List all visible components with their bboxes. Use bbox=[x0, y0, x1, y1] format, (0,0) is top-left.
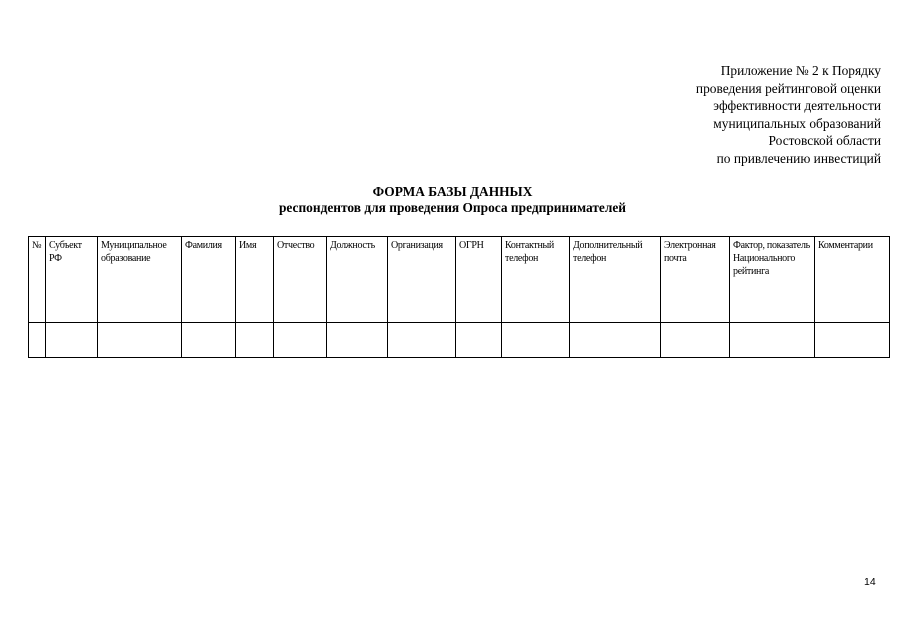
column-header-organization: Организация bbox=[388, 237, 456, 323]
form-title bbox=[0, 184, 905, 216]
appendix-line: эффективности деятельности bbox=[713, 98, 881, 114]
appendix-line: муниципальных образований bbox=[713, 115, 881, 131]
table-header-row bbox=[29, 237, 890, 323]
table-cell bbox=[815, 323, 890, 358]
table-cell bbox=[46, 323, 98, 358]
table-cell bbox=[661, 323, 730, 358]
table-cell bbox=[274, 323, 327, 358]
table-cell bbox=[29, 323, 46, 358]
column-header-municipality: Муниципальное образование bbox=[98, 237, 182, 323]
column-header-position: Должность bbox=[327, 237, 388, 323]
appendix-line: Ростовской области bbox=[768, 133, 881, 149]
column-header-email: Электронная почта bbox=[661, 237, 730, 323]
column-header-comments: Комментарии bbox=[815, 237, 890, 323]
column-header-patronymic: Отчество bbox=[274, 237, 327, 323]
table-cell bbox=[327, 323, 388, 358]
table-cell bbox=[98, 323, 182, 358]
table-cell bbox=[456, 323, 502, 358]
table-row bbox=[29, 323, 890, 358]
table-cell bbox=[182, 323, 236, 358]
appendix-line: проведения рейтинговой оценки bbox=[695, 80, 881, 96]
column-header-surname: Фамилия bbox=[182, 237, 236, 323]
column-header-rating-factor: Фактор, показатель Национального рейтинга bbox=[730, 237, 815, 323]
respondents-database-table bbox=[28, 236, 890, 358]
form-title-subtitle: респондентов для проведения Опроса предпринимателей bbox=[278, 200, 627, 215]
column-header-number: № bbox=[29, 237, 46, 323]
appendix-note bbox=[641, 62, 881, 168]
appendix-line: Приложение № 2 к Порядку bbox=[720, 63, 881, 78]
table-cell bbox=[236, 323, 274, 358]
table-cell bbox=[502, 323, 570, 358]
table-cell bbox=[388, 323, 456, 358]
column-header-name: Имя bbox=[236, 237, 274, 323]
table-cell bbox=[730, 323, 815, 358]
page-number: 14 bbox=[864, 576, 876, 588]
appendix-line: по привлечению инвестиций bbox=[716, 150, 881, 166]
column-header-contact-phone: Контактный телефон bbox=[502, 237, 570, 323]
form-title-main: ФОРМА БАЗЫ ДАННЫХ bbox=[372, 184, 533, 199]
column-header-additional-phone: Дополнительный телефон bbox=[570, 237, 661, 323]
column-header-subject: Субъект РФ bbox=[46, 237, 98, 323]
column-header-ogrn: ОГРН bbox=[456, 237, 502, 323]
table-cell bbox=[570, 323, 661, 358]
